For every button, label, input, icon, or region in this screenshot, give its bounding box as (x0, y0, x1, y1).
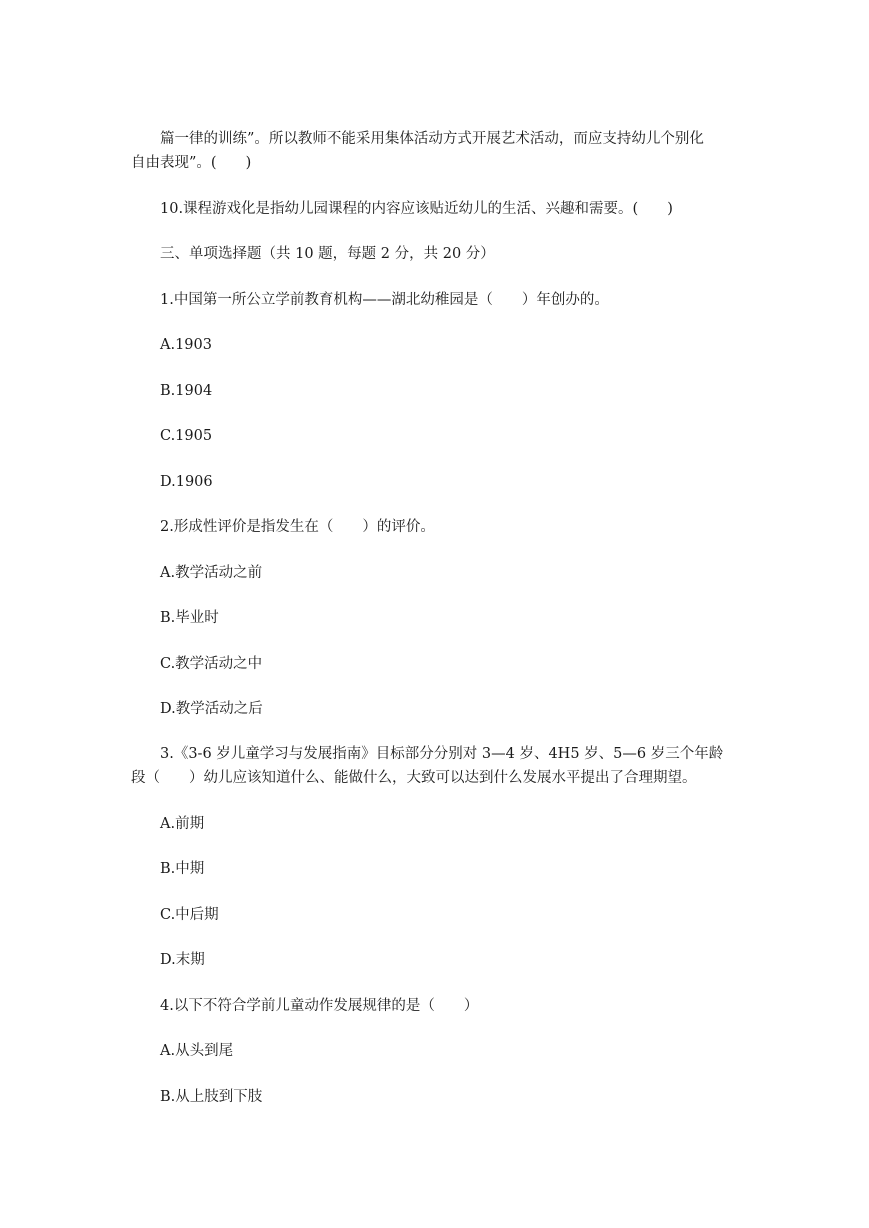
question-3: 3.《3-6 岁儿童学习与发展指南》目标部分分别对 3—4 岁、4H5 岁、5—6 岁三个年龄 (160, 746, 724, 762)
question-3-continued: 段（ ）幼儿应该知道什么、能做什么，大致可以达到什么发展水平提出了合理期望。 (131, 770, 697, 786)
option-a: A.前期 (160, 816, 205, 832)
option-a: A.从头到尾 (160, 1043, 234, 1059)
question-1: 1.中国第一所公立学前教育机构——湖北幼稚园是（ ）年创办的。 (160, 292, 609, 308)
question-4: 4.以下不符合学前儿童动作发展规律的是（ ） (160, 998, 479, 1014)
option-b: B.中期 (160, 861, 205, 877)
question-2: 2.形成性评价是指发生在（ ）的评价。 (160, 519, 435, 535)
option-b: B.从上肢到下肢 (160, 1089, 263, 1105)
section-heading: 三、单项选择题（共 10 题，每题 2 分，共 20 分） (160, 246, 495, 262)
option-b: B.毕业时 (160, 610, 219, 626)
option-b: B.1904 (160, 383, 213, 399)
paragraph-line: 篇一律的训练”。所以教师不能采用集体活动方式开展艺术活动，而应支持幼儿个别化 (160, 131, 704, 147)
option-c: C.1905 (160, 428, 213, 444)
option-d: D.末期 (160, 952, 205, 968)
option-c: C.教学活动之中 (160, 656, 263, 672)
option-d: D.教学活动之后 (160, 701, 263, 717)
option-d: D.1906 (160, 474, 213, 490)
paragraph-line: 自由表现”。( ) (131, 155, 252, 171)
option-a: A.1903 (160, 337, 212, 353)
option-a: A.教学活动之前 (160, 565, 263, 581)
question-10: 10.课程游戏化是指幼儿园课程的内容应该贴近幼儿的生活、兴趣和需要。( ) (160, 201, 673, 217)
option-c: C.中后期 (160, 907, 219, 923)
